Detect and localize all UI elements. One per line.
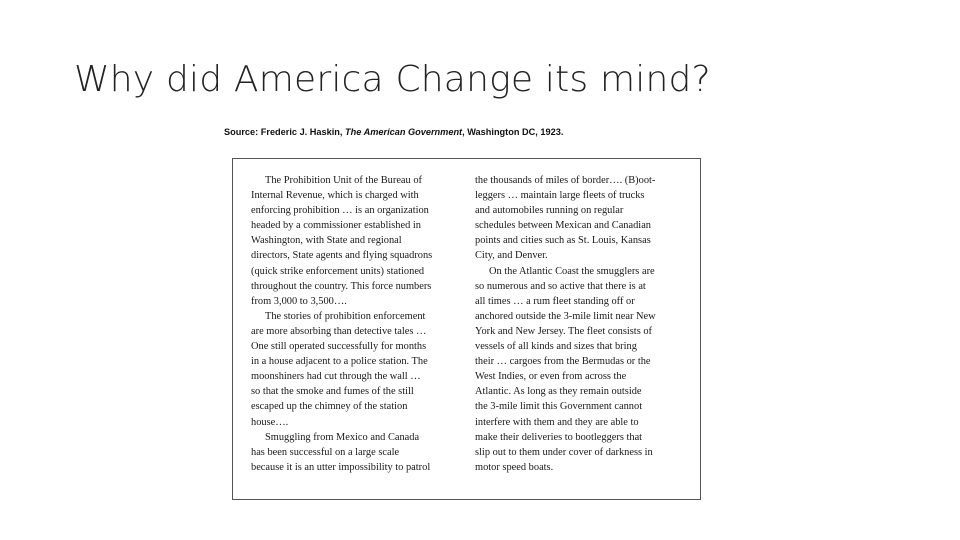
document-line: their … cargoes from the Bermudas or the bbox=[475, 356, 651, 368]
document-line: vessels of all kinds and sizes that bring bbox=[475, 341, 637, 353]
document-line: enforcing prohibition … is an organization bbox=[251, 205, 429, 217]
document-line: in a house adjacent to a police station. The bbox=[251, 356, 428, 368]
document-line: are more absorbing than detective tales … bbox=[251, 325, 427, 337]
document-line: schedules between Mexican and Canadian bbox=[475, 220, 651, 232]
document-line: slip out to them under cover of darkness in bbox=[475, 446, 653, 458]
document-line: The Prohibition Unit of the Bureau of bbox=[265, 175, 422, 186]
document-line: from 3,000 to 3,500…. bbox=[251, 295, 347, 307]
document-line: City, and Denver. bbox=[475, 250, 548, 262]
document-line: escaped up the chimney of the station bbox=[251, 401, 408, 413]
document-line: points and cities such as St. Louis, Kansas bbox=[475, 235, 651, 247]
document-line: West Indies, or even from across the bbox=[475, 371, 627, 383]
document-line: and automobiles running on regular bbox=[475, 205, 624, 217]
document-line: throughout the country. This force numbers bbox=[251, 280, 432, 292]
document-line: has been successful on a large scale bbox=[251, 446, 400, 458]
source-citation bbox=[224, 127, 563, 137]
source-suffix: , Washington DC, 1923. bbox=[462, 127, 564, 137]
document-line: interfere with them and they are able to bbox=[475, 416, 639, 428]
document-line: house…. bbox=[251, 416, 289, 428]
document-line: moonshiners had cut through the wall … bbox=[251, 371, 421, 383]
document-line: York and New Jersey. The fleet consists of bbox=[475, 325, 652, 337]
document-excerpt bbox=[232, 158, 701, 500]
document-line: anchored outside the 3-mile limit near New bbox=[475, 310, 656, 322]
document-line: Washington, with State and regional bbox=[251, 235, 402, 247]
document-line: so numerous and so active that there is at bbox=[475, 280, 646, 292]
document-line: leggers … maintain large fleets of trucks bbox=[475, 190, 645, 202]
document-line: Internal Revenue, which is charged with bbox=[251, 190, 419, 202]
document-line: Atlantic. As long as they remain outside bbox=[475, 386, 642, 398]
document-line: the thousands of miles of border…. (B)oot- bbox=[475, 175, 656, 186]
document-left-column bbox=[251, 173, 463, 475]
slide-title: Why did America Change its mind? bbox=[74, 59, 711, 100]
document-line: make their deliveries to bootleggers that bbox=[475, 431, 643, 443]
source-prefix: Source: Frederic J. Haskin, bbox=[224, 127, 346, 137]
document-line: Smuggling from Mexico and Canada bbox=[265, 431, 420, 443]
document-line: motor speed boats. bbox=[475, 461, 554, 473]
document-line: On the Atlantic Coast the smugglers are bbox=[489, 265, 655, 277]
document-line: directors, State agents and flying squadrons bbox=[251, 250, 433, 262]
document-line: headed by a commissioner established in bbox=[251, 220, 421, 232]
document-line: because it is an utter impossibility to patrol bbox=[251, 461, 431, 473]
document-right-column bbox=[475, 173, 689, 475]
document-line: so that the smoke and fumes of the still bbox=[251, 386, 414, 398]
document-line: (quick strike enforcement units) stationed bbox=[251, 265, 425, 277]
document-line: all times … a rum fleet standing off or bbox=[475, 295, 635, 307]
source-book-title: The American Government bbox=[345, 127, 463, 137]
document-line: The stories of prohibition enforcement bbox=[265, 310, 426, 322]
document-line: One still operated successfully for months bbox=[251, 341, 427, 353]
document-line: the 3-mile limit this Government cannot bbox=[475, 401, 643, 413]
